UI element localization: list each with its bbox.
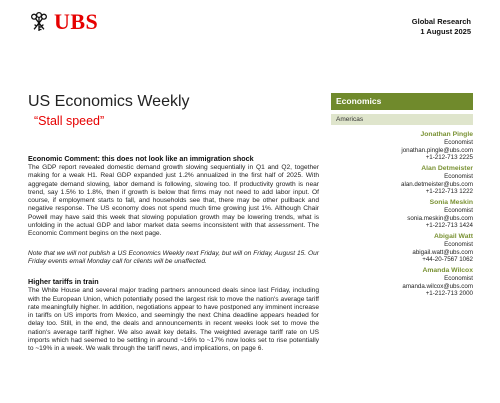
analyst-email[interactable]: abigail.watt@ubs.com <box>412 248 473 256</box>
section-heading: Higher tariffs in train <box>28 277 99 287</box>
analyst-role: Economist <box>444 207 473 215</box>
analyst-email[interactable]: alan.detmeister@ubs.com <box>401 180 473 188</box>
analyst-name: Sonia Meskin <box>429 198 473 206</box>
keys-icon <box>28 11 50 33</box>
sidebar-region: Americas <box>331 114 473 125</box>
brand-name: UBS <box>54 9 99 34</box>
analyst-phone: +1-212-713 2225 <box>425 154 473 162</box>
analyst-email[interactable]: jonathan.pingle@ubs.com <box>401 146 473 154</box>
research-unit: Global Research <box>411 17 471 26</box>
sidebar <box>331 93 473 298</box>
analyst-phone: +44-20-7567 1062 <box>422 256 473 264</box>
analyst-role: Economist <box>444 139 473 147</box>
publication-subtitle: “Stall speed” <box>34 114 105 128</box>
report-header <box>412 17 471 36</box>
report-date: 1 August 2025 <box>420 26 471 36</box>
analyst-email[interactable]: sonia.meskin@ubs.com <box>407 214 473 222</box>
analyst-name: Abigail Watt <box>433 232 473 240</box>
analyst-phone: +1-212-713 1424 <box>425 222 473 230</box>
publication-title: US Economics Weekly <box>28 93 190 110</box>
sidebar-title: Economics <box>331 93 473 110</box>
analyst-contact <box>331 230 473 264</box>
analyst-name: Jonathan Pingle <box>420 131 473 138</box>
section-body: The White House and several major trading partners announced deals since last Friday, including with the European Union, which potentially posed the largest risk to move the nation's average tariff rate meaningfully higher. In addition, negotiations appear to have postponed any imminent increase in tariffs on US imports from Mexico, and seemingly the next China deadline appears headed for delay too. Still, in the end, the deals and announcements in recent weeks look set to move the nation's average tariff higher. We also await key details. The weighted average tariff rate on US imports which had seemed to be settling in around ~16% to ~17% now looks set to rise potentially to ~19% in a week. We walk through the tariff news, and implications, on page 6. <box>28 287 319 353</box>
analyst-email[interactable]: amanda.wilcox@ubs.com <box>402 282 473 290</box>
publication-note: Note that we will not publish a US Economics Weekly next Friday, but will on Friday, August 15. Our Friday events email Monday call for clients will be unaffected. <box>28 249 319 265</box>
main-content <box>28 154 319 354</box>
analyst-contact <box>331 125 473 162</box>
analyst-contact <box>331 162 473 196</box>
analyst-phone: +1-212-713 2000 <box>425 290 473 298</box>
analyst-name: Amanda Wilcox <box>422 266 473 274</box>
section-body: The GDP report revealed domestic demand growth slowing sequentially in Q1 and Q2, together making for a weak H1. Real GDP expanded just 1.2% annualized in the first half of 2025. With aggregate demand slowing, labor demand is following, slowing too. If productivity growth is near trend, say 1.5% to 1.8%, then if growth is below that firms may not need to add labor input. Of course, if employment starts to fall, and households see that, there may be other pullback and negative response. The US economy does not spend much time growing just 1%. Although Chair Powell may have said this week that slowing population growth may be lowering trends, what is unfolding in the actual GDP and labor market data seems inconsistent with that assessment. The Economic Comment begins on the next page. <box>28 164 319 238</box>
analyst-role: Economist <box>444 173 473 181</box>
section-heading: Economic Comment: this does not look like an immigration shock <box>28 154 254 163</box>
analyst-role: Economist <box>444 241 473 249</box>
ubs-logo <box>28 11 98 33</box>
analyst-name: Alan Detmeister <box>421 164 473 172</box>
analyst-contact <box>331 264 473 298</box>
analyst-phone: +1-212-713 1222 <box>425 188 473 196</box>
analyst-role: Economist <box>444 275 473 283</box>
analyst-contact <box>331 196 473 230</box>
